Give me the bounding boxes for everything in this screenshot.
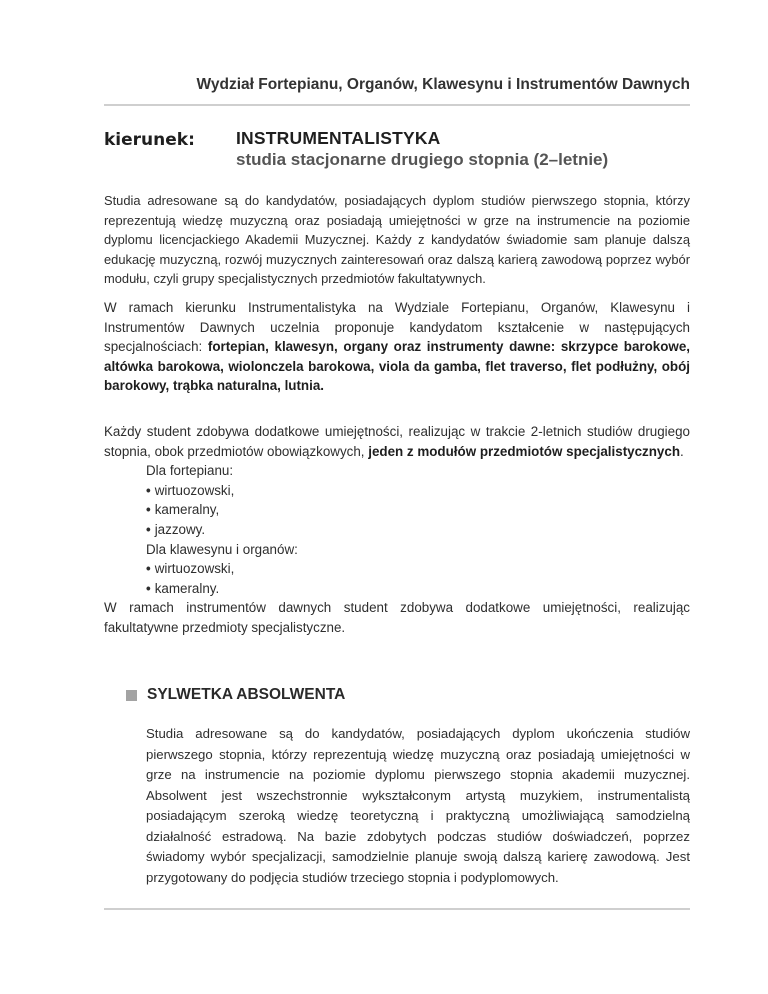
fortepian-label: Dla fortepianu: [146,463,234,479]
footer-divider [104,908,690,910]
bullet: • [146,580,151,596]
bullet: • [146,502,151,518]
intro-p2-lead: W ramach kierunku Instrumentalistyka na Wydziale Fortepianu, Organów, Klawesynu i Instrumentów Dawnych uczelnia proponuje kandydatom kształcenie w następujących specjalnościach: [104,300,690,355]
list-item [146,559,690,579]
intro-p3 [104,422,690,461]
list-item [146,579,690,599]
list-item-text: kameralny. [154,580,220,596]
sylwetka-text: Studia adresowane są do kandydatów, posiadających dyplom ukończenia studiów pierwszego stopnia, którzy reprezentują wiedzę muzyczną oraz posiadają umiejętności w grze na instrumencie na poziomie dyplomu pierwszego stopnia akademii muzycznej. Absolwent jest wszechstronnie wykształconym artystą muzykiem, instrumentalistą posiadającym szeroką wiedzę teoretyczną i praktyczną umożliwiającą samodzielną działalność estradową. Na bazie zdobytych podczas studiów doświadczeń, poprzez świadomy wybór specjalizacji, samodzielnie planuje swoją dalszą karierę zawodową. Jest przygotowany do podjęcia studiów trzeciego stopnia i podyplomowych. [146,726,690,885]
intro-paragraph-2 [104,298,690,396]
intro-p1-text: Studia adresowane są do kandydatów, posiadających dyplom studiów pierwszego stopnia, którzy reprezentują wiedzę muzyczną oraz posiadają umiejętności w grze na instrumencie na poziomie dyplomu licencjackiego Akademii Muzycznej. Każdy z kandydatów świadomie sam planuje dalszą edukację muzyczną, rozwój muzycznych zainteresowań oraz dalszą karierą zawodową poprzez wybór modułu, czyli grupy specjalistycznych przedmiotów fakultatywnych. [104,193,690,287]
list-item [146,520,690,540]
list-item [146,500,690,520]
list-item-text: jazzowy. [154,521,206,537]
section-heading-text: SYLWETKA ABSOLWENTA [147,686,346,703]
modules-list [104,461,690,598]
list-item-text: wirtuozowski, [154,482,235,498]
sylwetka-paragraph [146,724,690,888]
intro-p3-end: . [680,443,684,459]
kierunek-label: kierunek: [104,130,195,150]
intro-paragraph-1 [104,191,690,289]
kierunek-subtitle: studia stacjonarne drugiego stopnia (2–letnie) [236,150,609,169]
klawesyn-label: Dla klawesynu i organów: [146,541,298,557]
kierunek-title: INSTRUMENTALISTYKA [236,128,441,148]
intro-p3-lead: Każdy student zdobywa dodatkowe umiejętności, realizując w trakcie 2-letnich studiów drugiego stopnia, obok przedmiotów obowiązkowych, [104,424,690,459]
intro-p3-modules: jeden z modułów przedmiotów specjalistycznych [368,443,680,459]
faculty-header: Wydział Fortepianu, Organów, Klawesynu i Instrumentów Dawnych [196,76,690,93]
bullet: • [146,521,151,537]
intro-p2-specialties: fortepian, klawesyn, organy oraz instrumenty dawne: skrzypce barokowe, altówka barokowa, wiolonczela barokowa, viola da gamba, flet traverso, flet podłużny, obój barokowy, trąbka naturalna, lutnia. [104,339,690,394]
list-item [146,481,690,501]
intro-p2 [104,298,690,396]
modules-closing: W ramach instrumentów dawnych student zdobywa dodatkowe umiejętności, realizując fakultatywne przedmioty specjalistyczne. [104,600,690,635]
section-heading-sylwetka [126,686,345,704]
intro-paragraph-3 [104,422,690,638]
bullet: • [146,482,151,498]
header-divider [104,104,690,106]
bullet: • [146,561,151,577]
list-item-text: wirtuozowski, [154,561,235,577]
square-bullet-icon [126,690,137,701]
list-item-text: kameralny, [154,502,220,518]
